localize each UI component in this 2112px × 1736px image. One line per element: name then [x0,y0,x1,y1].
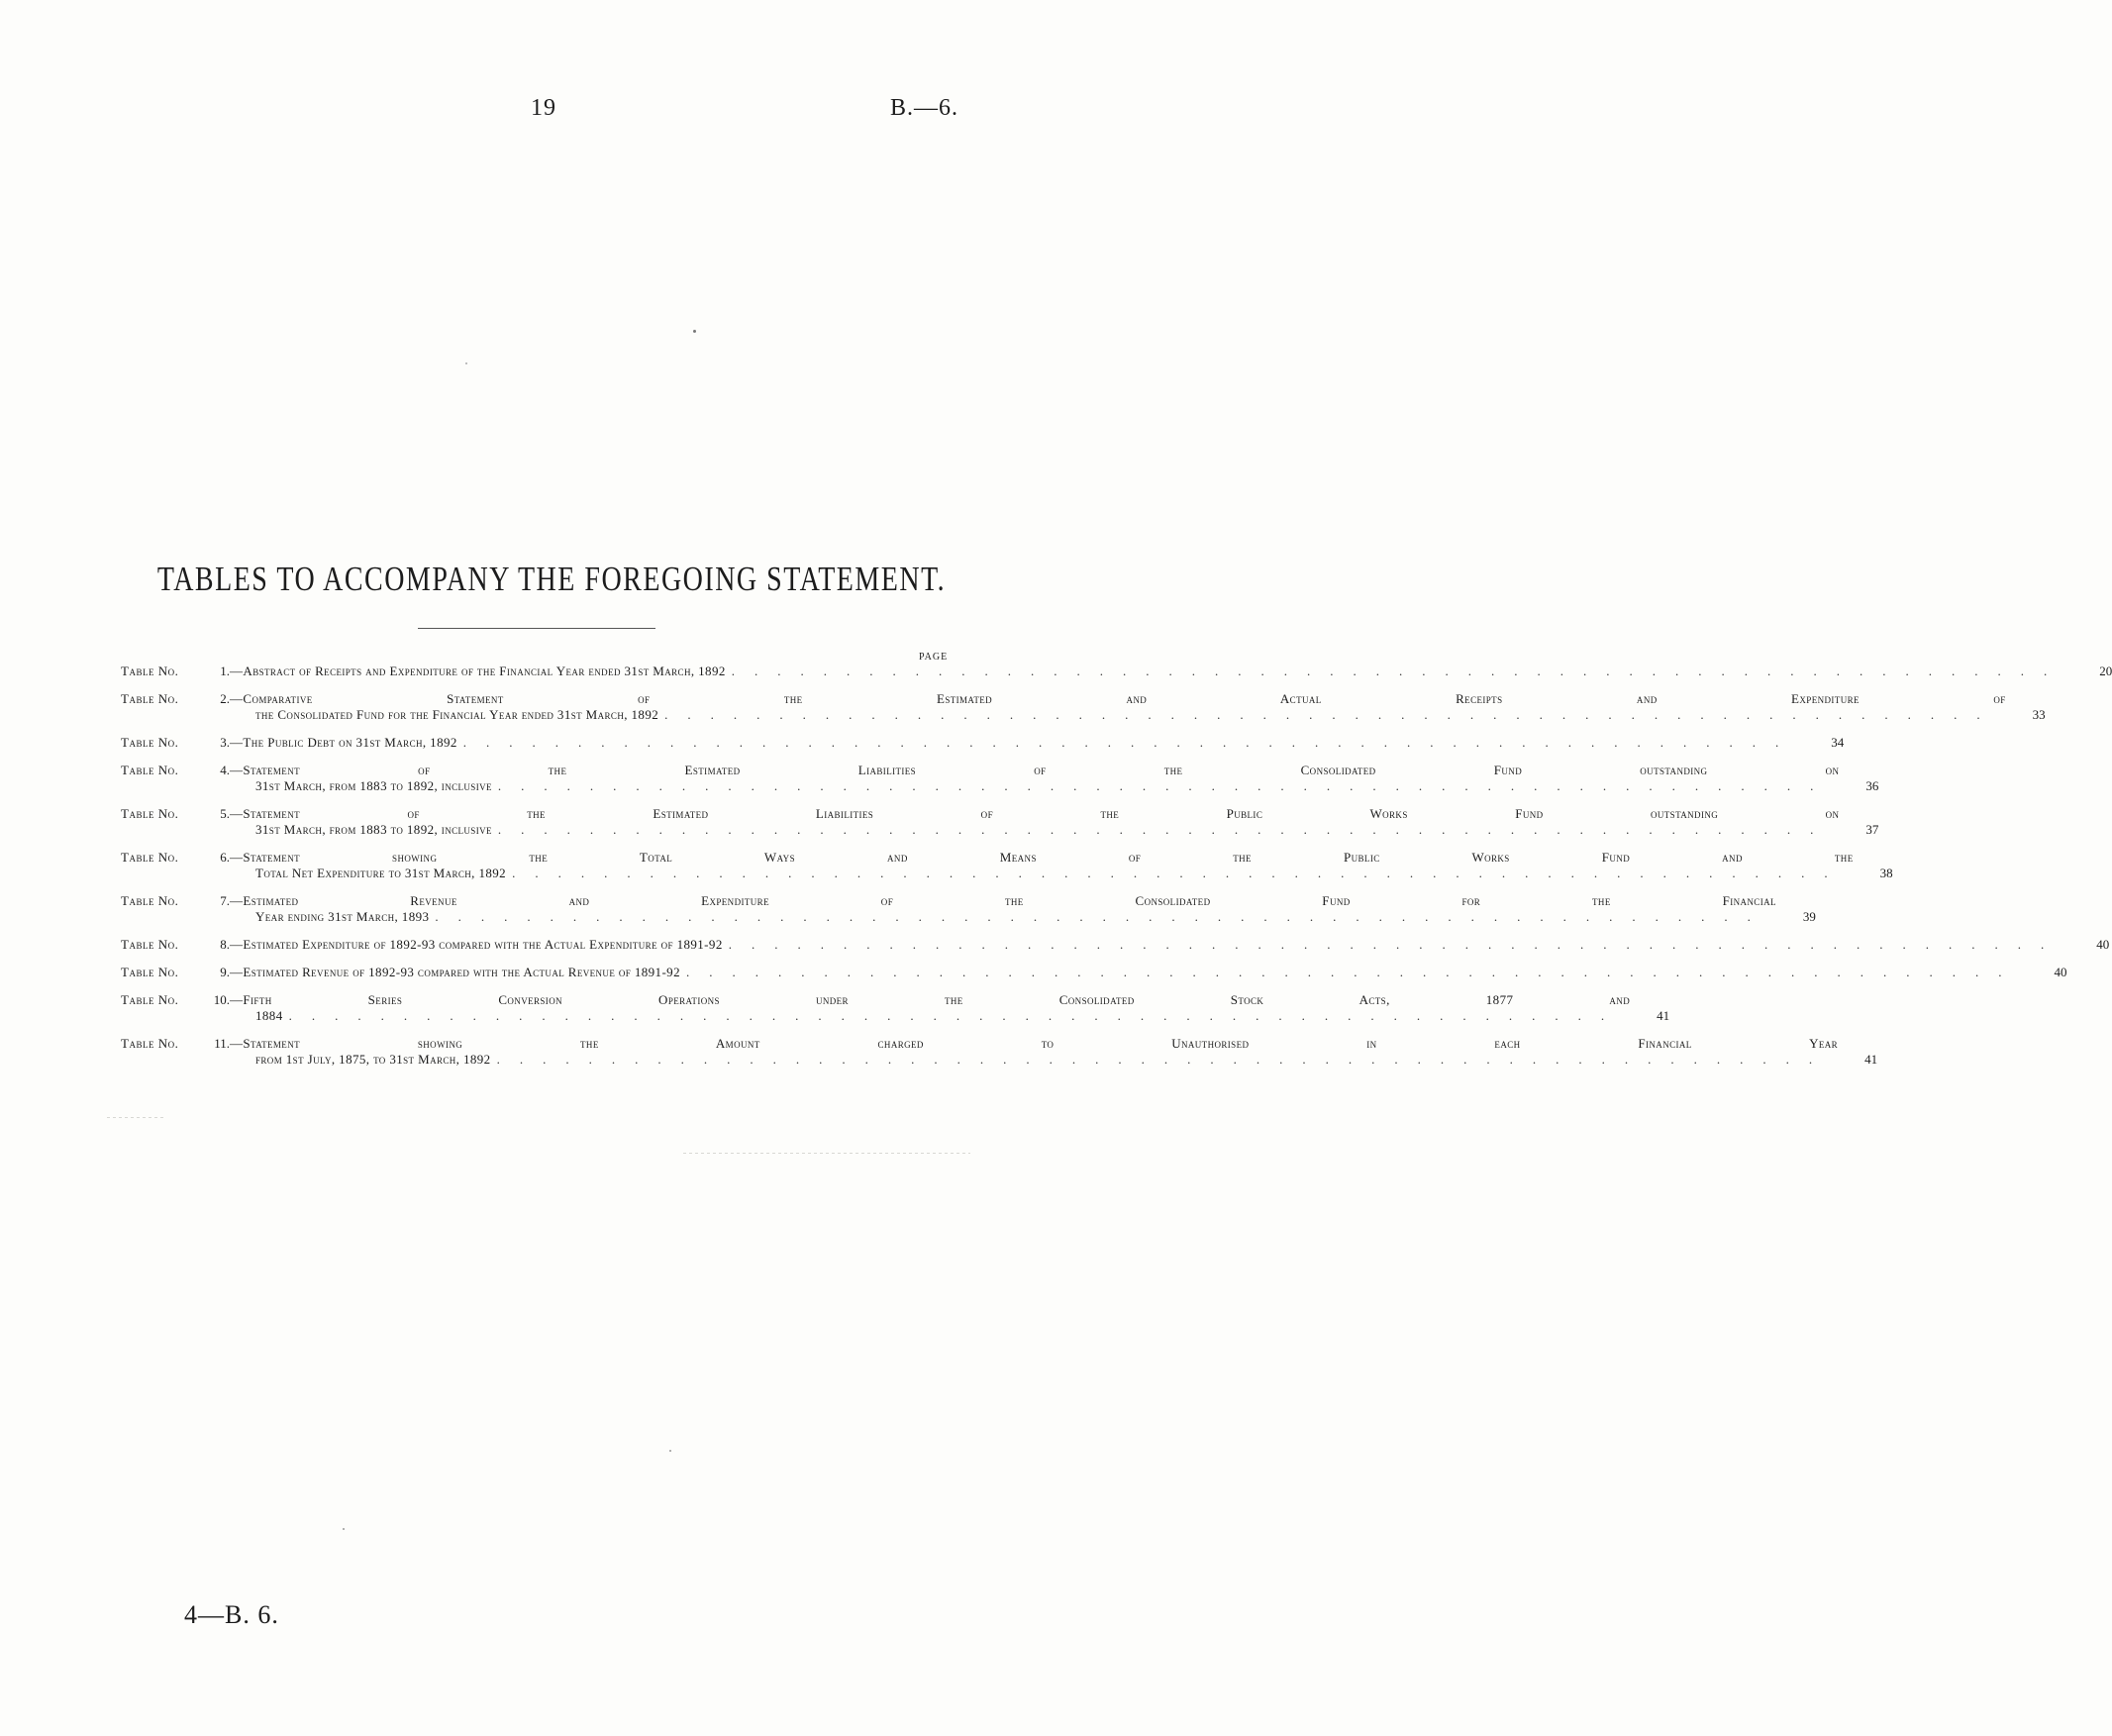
toc-entry-title-continued: Year ending 31st March, 1893 [255,909,430,924]
leader-dots: .......................................................... [288,1008,1625,1023]
toc-entry [121,735,1845,751]
toc-entry-body [230,806,1878,838]
leader-dots: .......................................................... [435,909,1770,924]
toc-entry-number: 8. [220,937,230,952]
toc-entry-number: 6. [220,850,230,865]
toc-entry-title: —Fifth Series Conversion Operations under the Consolidated Stock Acts, 1877 and [230,992,1631,1007]
toc-entry-title-continued: 31st March, from 1883 to 1892, inclusive [255,778,492,793]
leader-dots: .......................................................... [497,778,1834,793]
toc-entry-line [230,992,1669,1008]
scan-artifact-line [683,1153,970,1154]
toc-entry-title-continued: Total Net Expenditure to 31st March, 1892 [255,866,507,880]
toc-entry-line [230,937,2109,953]
toc-entry [121,937,2110,953]
toc-entry-title-continued: 31st March, from 1883 to 1892, inclusive [255,822,492,837]
leader-dots: .......................................................... [512,866,1848,880]
toc-entry-page: 39 [1802,909,1816,924]
toc-entry-line [230,707,2046,723]
toc-entry-line [230,1036,1877,1052]
footer-signature: 4—B. 6. [184,1600,279,1629]
document-reference: B.—6. [889,95,958,121]
toc-entry-line [230,1052,1877,1068]
leader-dots: .......................................................... [728,937,2064,952]
toc-entry-number: 7. [220,893,230,908]
toc-entry-body [230,735,1844,751]
scan-speck [343,1528,345,1530]
toc-entry [121,965,2067,980]
toc-entry-title-continued: 1884 [255,1008,283,1023]
leader-dots: .......................................................... [496,1052,1833,1067]
toc-entry-body [230,992,1669,1024]
toc-entry [121,691,2046,723]
toc-entry [121,664,2112,679]
toc-entry-line [230,735,1844,751]
toc-entry-page: 33 [2032,707,2046,722]
toc-entry-title: —Estimated Revenue and Expenditure of the Consolidated Fund for the Financial [230,893,1776,908]
toc-entry-number: 2. [220,691,230,706]
scan-speck [693,330,696,333]
toc-entry-page: 37 [1865,822,1879,837]
toc-entry-body [230,691,2046,723]
leader-dots: .......................................................... [664,707,2000,722]
toc-entry-line [230,909,1816,925]
toc-entry-line [230,778,1878,794]
toc-entry [121,992,1670,1024]
toc-entry-title: —Estimated Expenditure of 1892-93 compared with the Actual Expenditure of 1891-92 [230,937,723,952]
leader-dots: .......................................................... [462,735,1799,750]
leader-dots: .......................................................... [497,822,1834,837]
toc-entry-title: —Estimated Revenue of 1892-93 compared with the Actual Revenue of 1891-92 [230,965,680,979]
toc-entry-number: 9. [220,965,230,979]
toc-entry-line [230,806,1878,822]
toc-entry-line [230,664,2112,679]
toc-entry-title-continued: from 1st July, 1875, to 31st March, 1892 [255,1052,491,1067]
toc-entry-line [230,1008,1669,1024]
toc-entry-page: 41 [1657,1008,1670,1023]
toc-entry-number: 5. [220,806,230,821]
toc-entry-page: 41 [1864,1052,1878,1067]
toc-entry [121,806,1879,838]
toc-entry-page: 38 [1879,866,1893,880]
toc-entry-line [230,763,1878,778]
toc-entry-number: 11. [214,1036,230,1051]
toc-entry-label: Table No. [121,992,179,1007]
toc-entry-line [230,965,2066,980]
toc-entry-title: —Statement of the Estimated Liabilities of the Public Works Fund outstanding on [230,806,1840,821]
toc-entry-number: 1. [220,664,230,678]
toc-entry-page: 20 [2099,664,2112,678]
toc-entry-body [230,664,2112,679]
toc-entry [121,850,1893,881]
scan-speck [669,1450,671,1452]
toc-entry-title-continued: the Consolidated Fund for the Financial Year ended 31st March, 1892 [255,707,659,722]
toc-entry-line [230,850,1893,866]
page-title: TABLES TO ACCOMPANY THE FOREGOING STATEMENT. [156,561,947,599]
page-number: 19 [531,95,556,121]
toc-entry-title: —Statement showing the Total Ways and Means of the Public Works Fund and the [230,850,1854,865]
toc-entry-label: Table No. [121,850,179,865]
toc-entry-line [230,866,1893,881]
toc-entry-title: —Abstract of Receipts and Expenditure of the Financial Year ended 31st March, 1892 [230,664,726,678]
toc-entry-label: Table No. [121,965,179,979]
toc-entry-line [230,822,1878,838]
toc-entry-title: —Statement of the Estimated Liabilities of the Consolidated Fund outstanding on [230,763,1840,777]
toc-entry-title: —Comparative Statement of the Estimated and Actual Receipts and Expenditure of [230,691,2006,706]
toc-entry-title: —Statement showing the Amount charged to Unauthorised in each Financial Year [230,1036,1839,1051]
toc-entry-label: Table No. [121,691,179,706]
toc-entry-number: 3. [220,735,230,750]
toc-entry-page: 34 [1831,735,1845,750]
title-divider [418,628,655,629]
toc-entry-page: 40 [2096,937,2110,952]
scan-speck [465,362,467,364]
toc-entry-label: Table No. [121,1036,179,1051]
toc-entry-body [230,763,1878,794]
toc-entry-body [230,937,2109,953]
toc-entry-line [230,893,1816,909]
leader-dots: .......................................................... [685,965,2022,979]
toc-entry [121,893,1816,925]
toc-entry-line [230,691,2046,707]
toc-entry-page: 36 [1865,778,1879,793]
toc-entry-label: Table No. [121,937,179,952]
toc-entry-label: Table No. [121,664,179,678]
toc-entry-label: Table No. [121,763,179,777]
toc-entry-body [230,965,2066,980]
toc-entry [121,1036,1878,1068]
scan-artifact-line [107,1117,166,1118]
toc-entry-label: Table No. [121,806,179,821]
toc-entry-label: Table No. [121,893,179,908]
toc-entry-number: 10. [213,992,230,1007]
table-of-contents [121,664,2112,1079]
toc-entry-title: —The Public Debt on 31st March, 1892 [230,735,457,750]
toc-entry-number: 4. [220,763,230,777]
leader-dots: .......................................................... [731,664,2067,678]
toc-entry-label: Table No. [121,735,179,750]
toc-entry-body [230,1036,1877,1068]
toc-entry-body [230,850,1893,881]
toc-entry [121,763,1879,794]
toc-entry-page: 40 [2054,965,2067,979]
page-column-header: PAGE [919,652,949,663]
toc-entry-body [230,893,1816,925]
